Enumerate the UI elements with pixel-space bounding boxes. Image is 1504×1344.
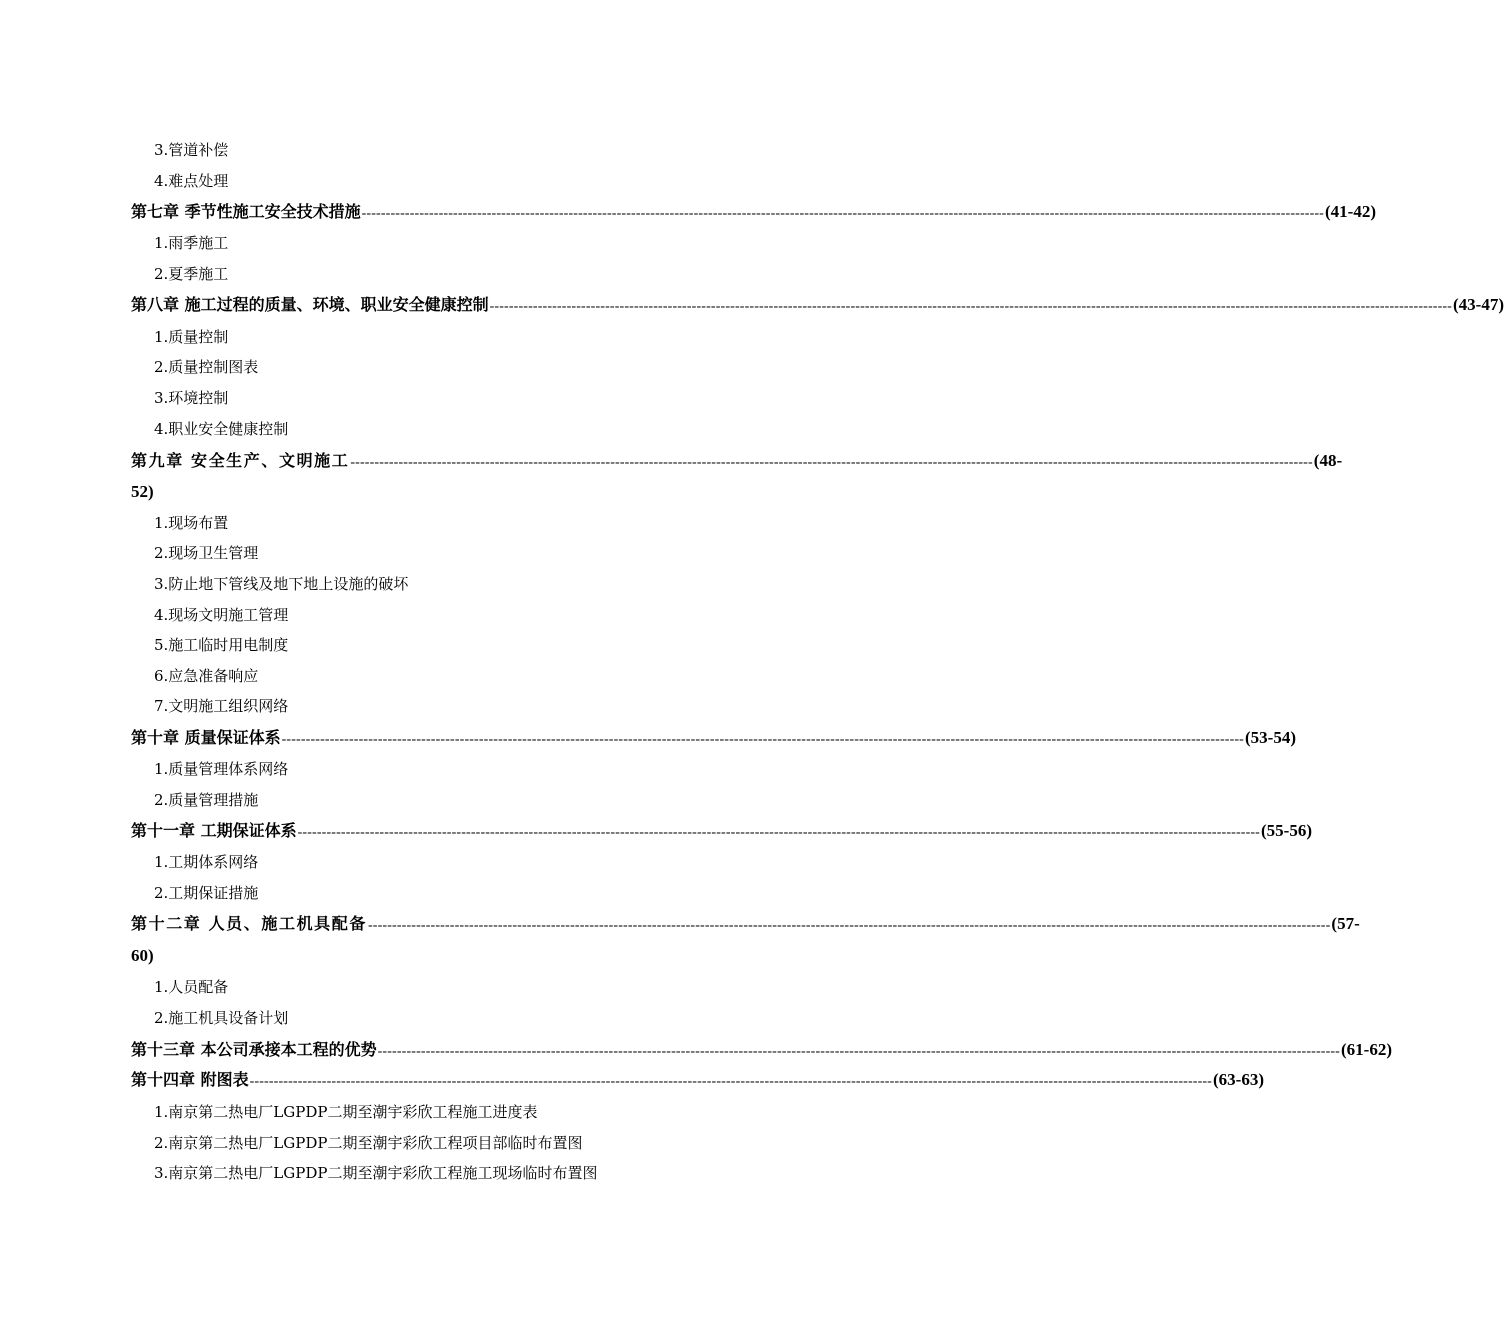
toc-sub-item: 3.管道补偿	[154, 141, 229, 159]
chapter-pages-continued: 60)	[131, 946, 154, 965]
toc-chapter-11[interactable]	[131, 820, 1312, 844]
toc-sub-item: 3.南京第二热电厂LGPDP二期至潮宇彩欣工程施工现场临时布置图	[154, 1164, 598, 1182]
chapter-title: 第十二章 人员、施工机具配备	[131, 914, 367, 933]
toc-chapter-9[interactable]	[131, 450, 1343, 474]
toc-sub-item: 2.工期保证措施	[154, 884, 259, 902]
toc-chapter-10[interactable]	[131, 727, 1296, 751]
chapter-title: 第十一章 工期保证体系	[131, 821, 297, 840]
chapter-title: 第七章 季节性施工安全技术措施	[131, 202, 361, 221]
chapter-title: 第十章 质量保证体系	[131, 728, 281, 747]
leader-dashes: --------------------------------------------------------------------------------------------------------------------------------------------------------------------------------------------------------	[281, 732, 1244, 747]
toc-sub-item: 3.环境控制	[154, 389, 229, 407]
chapter-title: 第十三章 本公司承接本工程的优势	[131, 1040, 377, 1059]
toc-sub-item: 1.工期体系网络	[154, 853, 259, 871]
toc-sub-item: 2.质量管理措施	[154, 791, 259, 809]
toc-sub-item: 1.南京第二热电厂LGPDP二期至潮宇彩欣工程施工进度表	[154, 1103, 538, 1121]
chapter-pages: (43-47)	[1453, 295, 1504, 314]
leader-dashes: --------------------------------------------------------------------------------------------------------------------------------------------------------------------------------------------------------	[350, 455, 1313, 470]
leader-dashes: --------------------------------------------------------------------------------------------------------------------------------------------------------------------------------------------------------	[367, 918, 1331, 933]
toc-sub-item: 1.质量管理体系网络	[154, 760, 289, 778]
leader-dashes: --------------------------------------------------------------------------------------------------------------------------------------------------------------------------------------------------------	[297, 825, 1260, 840]
toc-chapter-8[interactable]	[131, 294, 1504, 318]
leader-dashes: --------------------------------------------------------------------------------------------------------------------------------------------------------------------------------------------------------	[377, 1044, 1340, 1059]
chapter-pages: (63-63)	[1213, 1070, 1264, 1089]
chapter-pages: (61-62)	[1341, 1040, 1392, 1059]
toc-sub-item: 1.人员配备	[154, 978, 229, 996]
toc-sub-item: 7.文明施工组织网络	[154, 697, 289, 715]
chapter-title: 第十四章 附图表	[131, 1070, 249, 1089]
chapter-pages: (57-	[1331, 914, 1360, 933]
toc-chapter-14[interactable]	[131, 1069, 1264, 1093]
toc-sub-item: 4.难点处理	[154, 172, 229, 190]
toc-sub-item: 2.夏季施工	[154, 265, 229, 283]
toc-sub-item: 2.南京第二热电厂LGPDP二期至潮宇彩欣工程项目部临时布置图	[154, 1134, 583, 1152]
toc-sub-item: 4.现场文明施工管理	[154, 606, 289, 624]
chapter-pages: (48-	[1313, 451, 1343, 470]
toc-sub-item: 1.质量控制	[154, 328, 229, 346]
toc-sub-item: 1.雨季施工	[154, 234, 229, 252]
toc-chapter-7[interactable]	[131, 201, 1376, 225]
toc-sub-item: 2.现场卫生管理	[154, 544, 259, 562]
leader-dashes: --------------------------------------------------------------------------------------------------------------------------------------------------------------------------------------------------------	[489, 299, 1452, 314]
toc-sub-item: 3.防止地下管线及地下地上设施的破坏	[154, 575, 409, 593]
toc-sub-item: 1.现场布置	[154, 514, 229, 532]
leader-dashes: --------------------------------------------------------------------------------------------------------------------------------------------------------------------------------------------------------	[249, 1074, 1212, 1089]
toc-sub-item: 6.应急准备响应	[154, 667, 259, 685]
toc-sub-item: 2.质量控制图表	[154, 358, 259, 376]
chapter-pages-continued: 52)	[131, 482, 154, 501]
chapter-pages: (53-54)	[1245, 728, 1296, 747]
toc-chapter-12[interactable]	[131, 913, 1360, 937]
chapter-title: 第九章 安全生产、文明施工	[131, 451, 350, 470]
chapter-pages: (41-42)	[1325, 202, 1376, 221]
toc-sub-item: 2.施工机具设备计划	[154, 1009, 289, 1027]
leader-dashes: --------------------------------------------------------------------------------------------------------------------------------------------------------------------------------------------------------	[361, 206, 1324, 221]
chapter-title: 第八章 施工过程的质量、环境、职业安全健康控制	[131, 295, 489, 314]
toc-sub-item: 5.施工临时用电制度	[154, 636, 289, 654]
chapter-pages: (55-56)	[1261, 821, 1312, 840]
toc-chapter-13[interactable]	[131, 1039, 1392, 1063]
toc-sub-item: 4.职业安全健康控制	[154, 420, 289, 438]
